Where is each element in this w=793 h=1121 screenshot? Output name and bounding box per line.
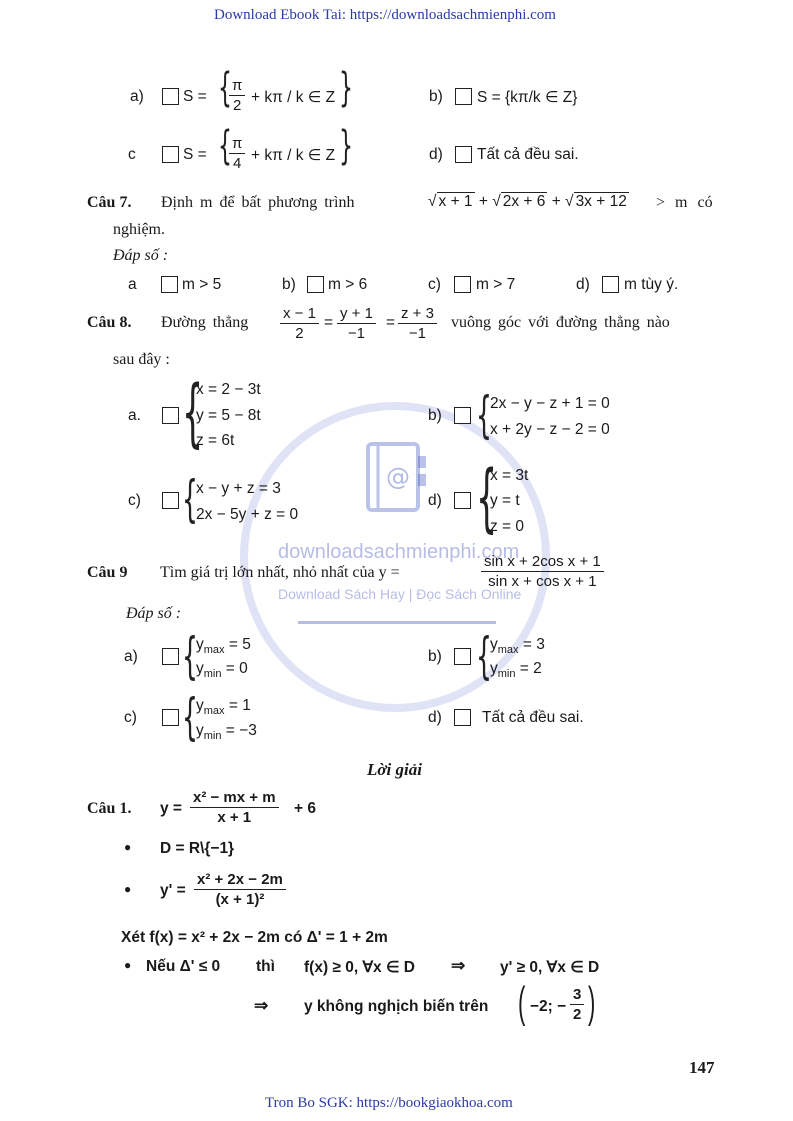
- header-download-link[interactable]: Download Ebook Tai: https://downloadsachmienphi.com: [214, 7, 556, 23]
- option-label: a): [124, 648, 138, 665]
- pi-fraction: $\frac{\pi}{2}$: [229, 76, 245, 115]
- option-label: b): [428, 648, 442, 665]
- system-brace: {: [476, 627, 492, 685]
- left-brace: {: [218, 65, 232, 111]
- equals-sign: =: [324, 314, 334, 331]
- xet-line: Xét f(x) = x² + 2x − 2m có Δ' = 1 + 2m: [121, 929, 388, 946]
- equation-line: y = t: [490, 492, 520, 509]
- checkbox-c[interactable]: [162, 709, 179, 726]
- question-line2: nghiệm.: [113, 221, 165, 238]
- equation-line: y = 5 − 8t: [196, 407, 261, 424]
- right-paren: ): [588, 978, 596, 1027]
- set-rest: + kπ / k ∈ Z: [251, 147, 336, 164]
- pi-fraction: $\frac{\pi}{4}$: [229, 134, 245, 173]
- checkbox-c[interactable]: [162, 146, 179, 163]
- bullet-icon: ●: [124, 958, 132, 972]
- option-text: Tất cả đều sai.: [477, 146, 579, 163]
- option-label: a: [128, 276, 137, 293]
- ymin-line: $y_{min} = 2$: [490, 660, 542, 681]
- question-text: Định m để bất phương trình: [161, 194, 355, 211]
- ymax-line: $y_{max} = 3$: [490, 636, 545, 657]
- ymin-line: $y_{min} = -3$: [196, 722, 257, 743]
- equation-line: x = 2 − 3t: [196, 381, 261, 398]
- option-label: b): [282, 276, 296, 293]
- trig-fraction: $\frac{\text{sin x + 2cos x + 1}}{\text{sin x + cos x + 1}}$: [481, 552, 604, 591]
- y-prime-fraction: $\frac{\text{x² + 2x − 2m}}{\text{(x + 1)²}}$: [194, 870, 286, 909]
- bullet-icon: ●: [124, 840, 132, 854]
- svg-text:@: @: [386, 463, 410, 491]
- option-text: m tùy ý.: [624, 276, 679, 293]
- option-label: b): [428, 407, 442, 424]
- question-text: Tìm giá trị lớn nhất, nhỏ nhất của y =: [160, 564, 400, 581]
- question-text: Đường thẳng: [161, 314, 249, 331]
- option-label: d): [576, 276, 590, 293]
- answer-label: Đáp số :: [113, 247, 169, 264]
- ymax-line: $y_{max} = 5$: [196, 636, 251, 657]
- checkbox-d[interactable]: [454, 492, 471, 509]
- system-brace: {: [182, 688, 198, 746]
- equation-line: z = 0: [490, 518, 525, 535]
- watermark-site: downloadsachmienphi.com: [278, 541, 520, 563]
- page-number: 147: [689, 1058, 715, 1077]
- option-label: c: [128, 146, 136, 163]
- option-label: d): [428, 492, 442, 509]
- book-at-icon: [362, 440, 430, 516]
- ymin-line: $y_{min} = 0$: [196, 660, 248, 681]
- checkbox-a[interactable]: [161, 276, 178, 293]
- option-text: m > 5: [182, 276, 222, 293]
- y-fraction: $\frac{\text{x² − mx + m}}{x + 1}$: [190, 788, 279, 827]
- checkbox-a[interactable]: [162, 88, 179, 105]
- question-tail: vuông góc với đường thẳng nào: [451, 314, 670, 331]
- footer-sgk-link[interactable]: Tron Bo SGK: https://bookgiaokhoa.com: [265, 1095, 513, 1111]
- checkbox-d[interactable]: [454, 709, 471, 726]
- option-label: d): [429, 146, 443, 163]
- system-brace: {: [182, 470, 198, 528]
- answer-label: Đáp số :: [126, 605, 182, 622]
- option-label: c): [124, 709, 137, 726]
- interval-left: −2; −: [530, 998, 567, 1015]
- option-label: a): [130, 88, 144, 105]
- option-text: m > 6: [328, 276, 368, 293]
- implies-arrow: ⇒: [451, 956, 466, 975]
- equation-line: x = 3t: [490, 467, 529, 484]
- option-text: Tất cả đều sai.: [482, 709, 584, 726]
- set-lhs: S =: [183, 146, 207, 163]
- case-result-2: y' ≥ 0, ∀x ∈ D: [500, 959, 600, 976]
- option-label: d): [428, 709, 442, 726]
- equation-line: x − y + z = 3: [196, 480, 281, 497]
- question-label: Câu 9: [87, 564, 128, 581]
- checkbox-a[interactable]: [162, 648, 179, 665]
- checkbox-c[interactable]: [162, 492, 179, 509]
- right-brace: }: [339, 65, 353, 111]
- question-line2: sau đây :: [113, 351, 170, 368]
- domain-line: D = R\{−1}: [160, 840, 235, 857]
- option-label: c): [428, 276, 441, 293]
- question-label: Câu 8.: [87, 314, 132, 331]
- interval-fraction: $\frac{3}{2}$: [570, 985, 584, 1024]
- option-label: a.: [128, 407, 141, 424]
- set-rest: + kπ / k ∈ Z: [251, 89, 336, 106]
- equation-line: x + 2y − z − 2 = 0: [490, 421, 610, 438]
- left-paren: (: [518, 978, 526, 1027]
- system-brace: {: [182, 370, 204, 456]
- system-brace: {: [182, 627, 198, 685]
- watermark-tagline: Download Sách Hay | Đọc Sách Online: [278, 586, 522, 602]
- checkbox-b[interactable]: [454, 407, 471, 424]
- option-text: S = {kπ/k ∈ Z}: [477, 89, 578, 106]
- case-then: thì: [256, 958, 275, 975]
- option-label: c): [128, 492, 141, 509]
- watermark-underline: [298, 621, 496, 624]
- checkbox-b[interactable]: [455, 88, 472, 105]
- right-brace: }: [339, 123, 353, 169]
- checkbox-d[interactable]: [455, 146, 472, 163]
- y-equals: y =: [160, 800, 182, 817]
- equation-line: 2x − 5y + z = 0: [196, 506, 299, 523]
- line-fraction-z: $\frac{z + 3}{-1}$: [398, 304, 437, 343]
- bullet-icon: ●: [124, 882, 132, 896]
- option-text: m > 7: [476, 276, 516, 293]
- solution-title: Lời giải: [367, 760, 422, 779]
- y-prime-equals: y' =: [160, 882, 186, 899]
- equation-line: z = 6t: [196, 432, 235, 449]
- y-tail: + 6: [294, 800, 316, 817]
- checkbox-d[interactable]: [602, 276, 619, 293]
- option-label: b): [429, 88, 443, 105]
- question-label: Câu 1.: [87, 800, 132, 817]
- line-fraction-x: $\frac{x - 1}{2}$: [280, 304, 319, 343]
- case-result-1: f(x) ≥ 0, ∀x ∈ D: [304, 959, 415, 976]
- checkbox-a[interactable]: [162, 407, 179, 424]
- checkbox-b[interactable]: [454, 648, 471, 665]
- checkbox-b[interactable]: [307, 276, 324, 293]
- radical-expression: √ x + 1 + √ 2x + 6 + √ 3x + 12: [428, 193, 627, 210]
- checkbox-c[interactable]: [454, 276, 471, 293]
- equation-line: 2x − y − z + 1 = 0: [490, 395, 610, 412]
- left-brace: {: [218, 123, 232, 169]
- question-label: Câu 7.: [87, 194, 132, 211]
- system-brace: {: [476, 386, 492, 444]
- conclusion-text: y không nghịch biến trên: [304, 998, 489, 1015]
- system-brace: {: [476, 455, 498, 541]
- equals-sign: =: [386, 314, 396, 331]
- question-tail: > m có: [656, 194, 713, 211]
- case-condition: Nếu Δ' ≤ 0: [146, 958, 221, 975]
- implies-arrow: ⇒: [254, 996, 269, 1015]
- line-fraction-y: $\frac{y + 1}{-1}$: [337, 304, 376, 343]
- ymax-line: $y_{max} = 1$: [196, 697, 251, 718]
- set-lhs: S =: [183, 88, 207, 105]
